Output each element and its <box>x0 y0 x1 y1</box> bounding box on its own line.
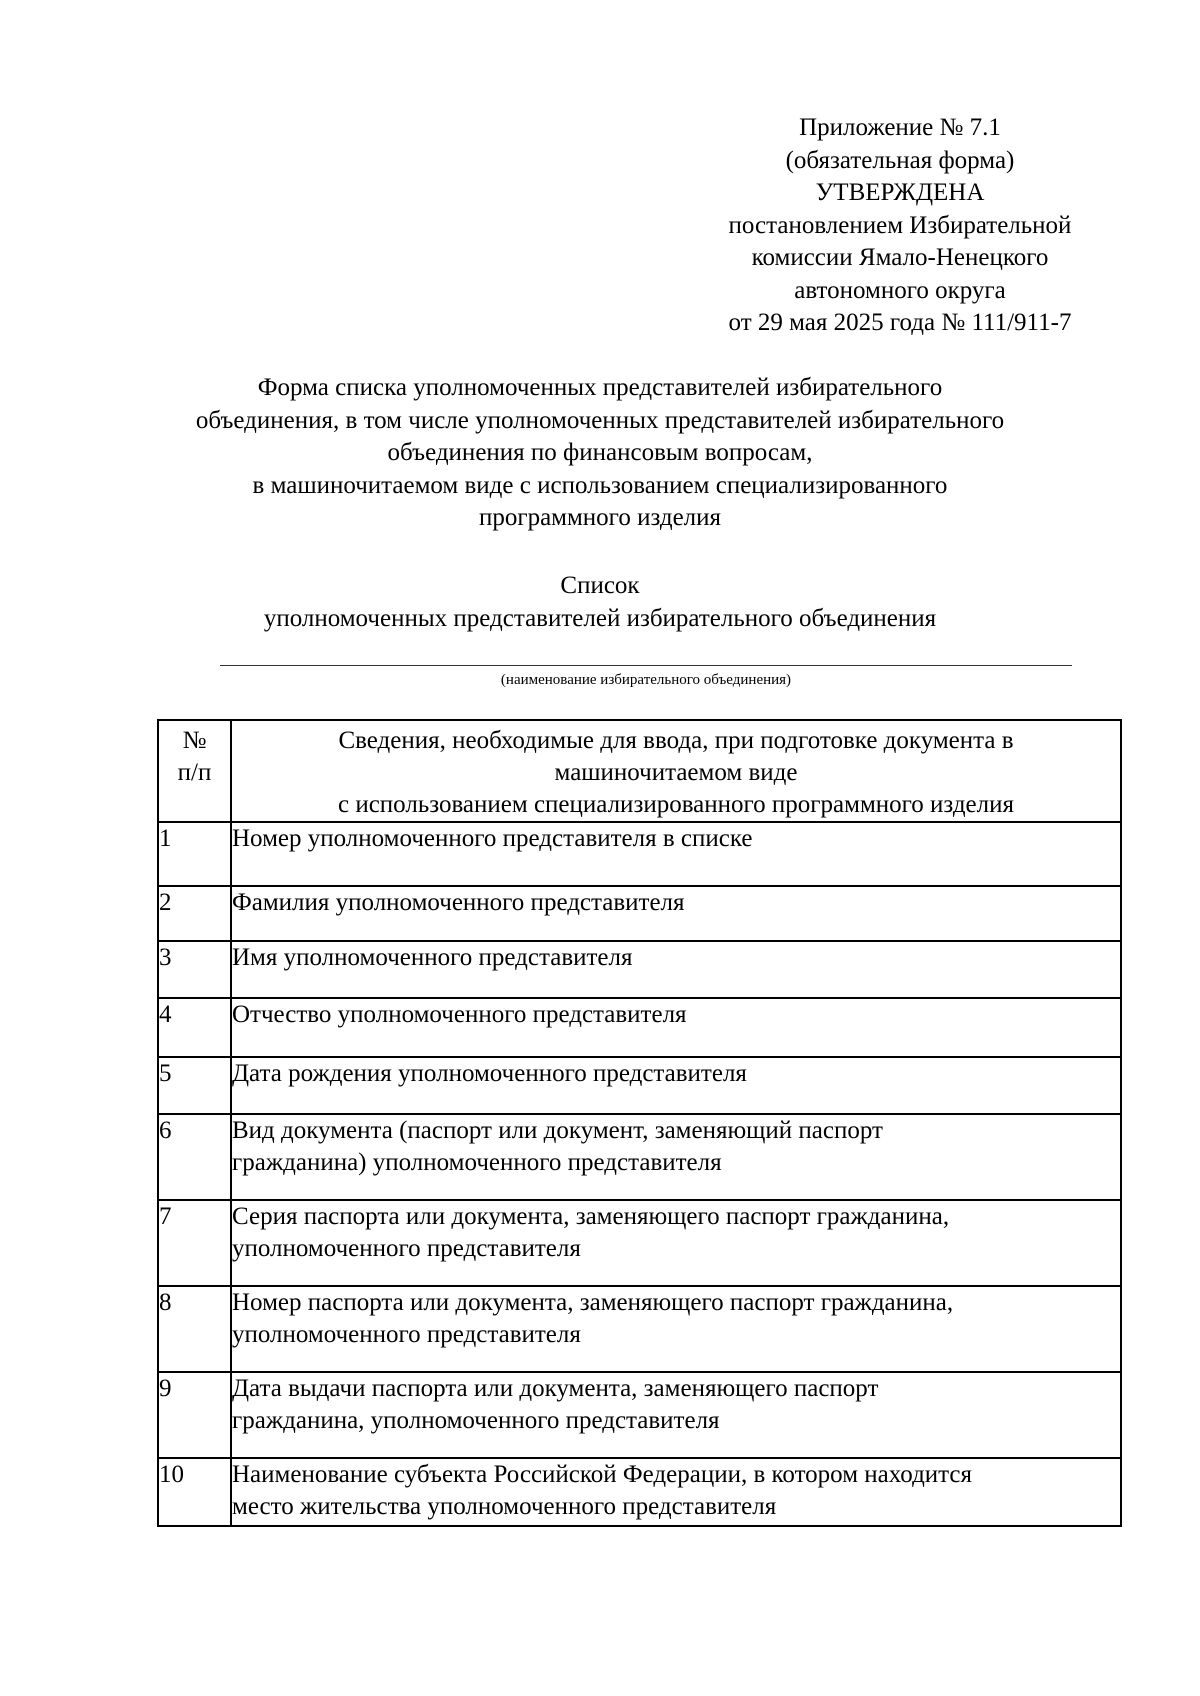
appendix-number: Приложение № 7.1 <box>799 114 1001 141</box>
header-info-line: Сведения, необходимые для ввода, при подготовке документа в <box>338 727 1014 754</box>
row-info-text: гражданина) уполномоченного представителя <box>232 1149 722 1176</box>
list-title-subheading: уполномоченных представителей избирательного объединения <box>263 604 937 632</box>
table-row <box>158 1458 1121 1526</box>
form-title-line: Форма списка уполномоченных представителей избирательного <box>257 374 943 401</box>
row-info-text: Дата рождения уполномоченного представителя <box>232 1060 747 1087</box>
form-title-line: в машиночитаемом виде с использованием специализированного <box>252 471 948 499</box>
row-number: 2 <box>158 886 231 941</box>
row-info <box>231 998 1121 1057</box>
row-info <box>231 1458 1121 1526</box>
row-info-text: Номер уполномоченного представителя в списке <box>232 825 753 852</box>
form-title-line: объединения, в том числе уполномоченных представителей избирательного <box>195 406 1005 434</box>
row-info <box>231 1286 1121 1372</box>
row-info <box>231 1372 1121 1458</box>
row-info-text: уполномоченного представителя <box>232 1321 581 1348</box>
table-row <box>158 1057 1121 1114</box>
row-number: 3 <box>158 941 231 998</box>
fields-table <box>157 719 1122 1527</box>
row-info-text: уполномоченного представителя <box>232 1235 581 1262</box>
list-title <box>150 570 1050 635</box>
header-number-abbr: п/п <box>177 759 212 786</box>
row-info-text: Вид документа (паспорт или документ, заменяющий паспорт <box>232 1117 883 1144</box>
row-number: 7 <box>158 1200 231 1286</box>
row-info <box>231 1114 1121 1200</box>
row-info <box>231 1200 1121 1286</box>
form-title-line: программного изделия <box>478 504 722 531</box>
row-number: 5 <box>158 1057 231 1114</box>
row-info-text: Серия паспорта или документа, заменяющего паспорт гражданина, <box>232 1203 950 1230</box>
table-row <box>158 886 1121 941</box>
table-header-row <box>158 720 1121 822</box>
row-number: 9 <box>158 1372 231 1458</box>
row-info <box>231 1057 1121 1114</box>
header-info-line: машиночитаемом виде <box>554 759 798 786</box>
form-title <box>150 372 1050 535</box>
approved-label: УТВЕРЖДЕНА <box>815 179 985 206</box>
header-info-cell <box>231 720 1121 822</box>
table-row <box>158 1286 1121 1372</box>
row-info-text: Отчество уполномоченного представителя <box>232 1001 687 1028</box>
row-number: 4 <box>158 998 231 1057</box>
header-info-line: с использованием специализированного программного изделия <box>337 791 1015 818</box>
table-row <box>158 998 1121 1057</box>
table-row <box>158 941 1121 998</box>
row-info-text: Дата выдачи паспорта или документа, заменяющего паспорт <box>232 1375 879 1402</box>
row-info <box>231 941 1121 998</box>
approval-authority-line2: комиссии Ямало-Ненецкого <box>751 244 1049 271</box>
table-row <box>158 822 1121 886</box>
row-info-text: Номер паспорта или документа, заменяющего паспорт гражданина, <box>232 1289 954 1316</box>
approval-block <box>680 112 1120 340</box>
header-number-cell <box>158 720 231 822</box>
table-row <box>158 1372 1121 1458</box>
row-number: 1 <box>158 822 231 886</box>
row-info-text: Наименование субъекта Российской Федерации, в котором находится <box>232 1461 972 1488</box>
row-info-text: Имя уполномоченного представителя <box>232 944 633 971</box>
row-info <box>231 886 1121 941</box>
list-title-heading: Список <box>560 572 640 599</box>
association-name-caption: (наименование избирательного объединения) <box>500 672 792 688</box>
row-info-text: Фамилия уполномоченного представителя <box>232 889 685 916</box>
row-info-text: гражданина, уполномоченного представителя <box>232 1407 720 1434</box>
row-number: 8 <box>158 1286 231 1372</box>
table-row <box>158 1200 1121 1286</box>
approval-date: от 29 мая 2025 года № 111/911-7 <box>728 309 1072 336</box>
row-info <box>231 822 1121 886</box>
row-number: 10 <box>158 1458 231 1526</box>
table-row <box>158 1114 1121 1200</box>
header-number-symbol: № <box>182 727 207 754</box>
association-name-line <box>220 665 1072 666</box>
row-number: 6 <box>158 1114 231 1200</box>
form-type-note: (обязательная форма) <box>785 146 1015 174</box>
approval-authority-line3: автономного округа <box>794 276 1006 304</box>
row-info-text: место жительства уполномоченного представителя <box>232 1493 777 1520</box>
approval-authority-line1: постановлением Избирательной <box>728 211 1072 239</box>
form-title-line: объединения по финансовым вопросам, <box>387 439 813 466</box>
